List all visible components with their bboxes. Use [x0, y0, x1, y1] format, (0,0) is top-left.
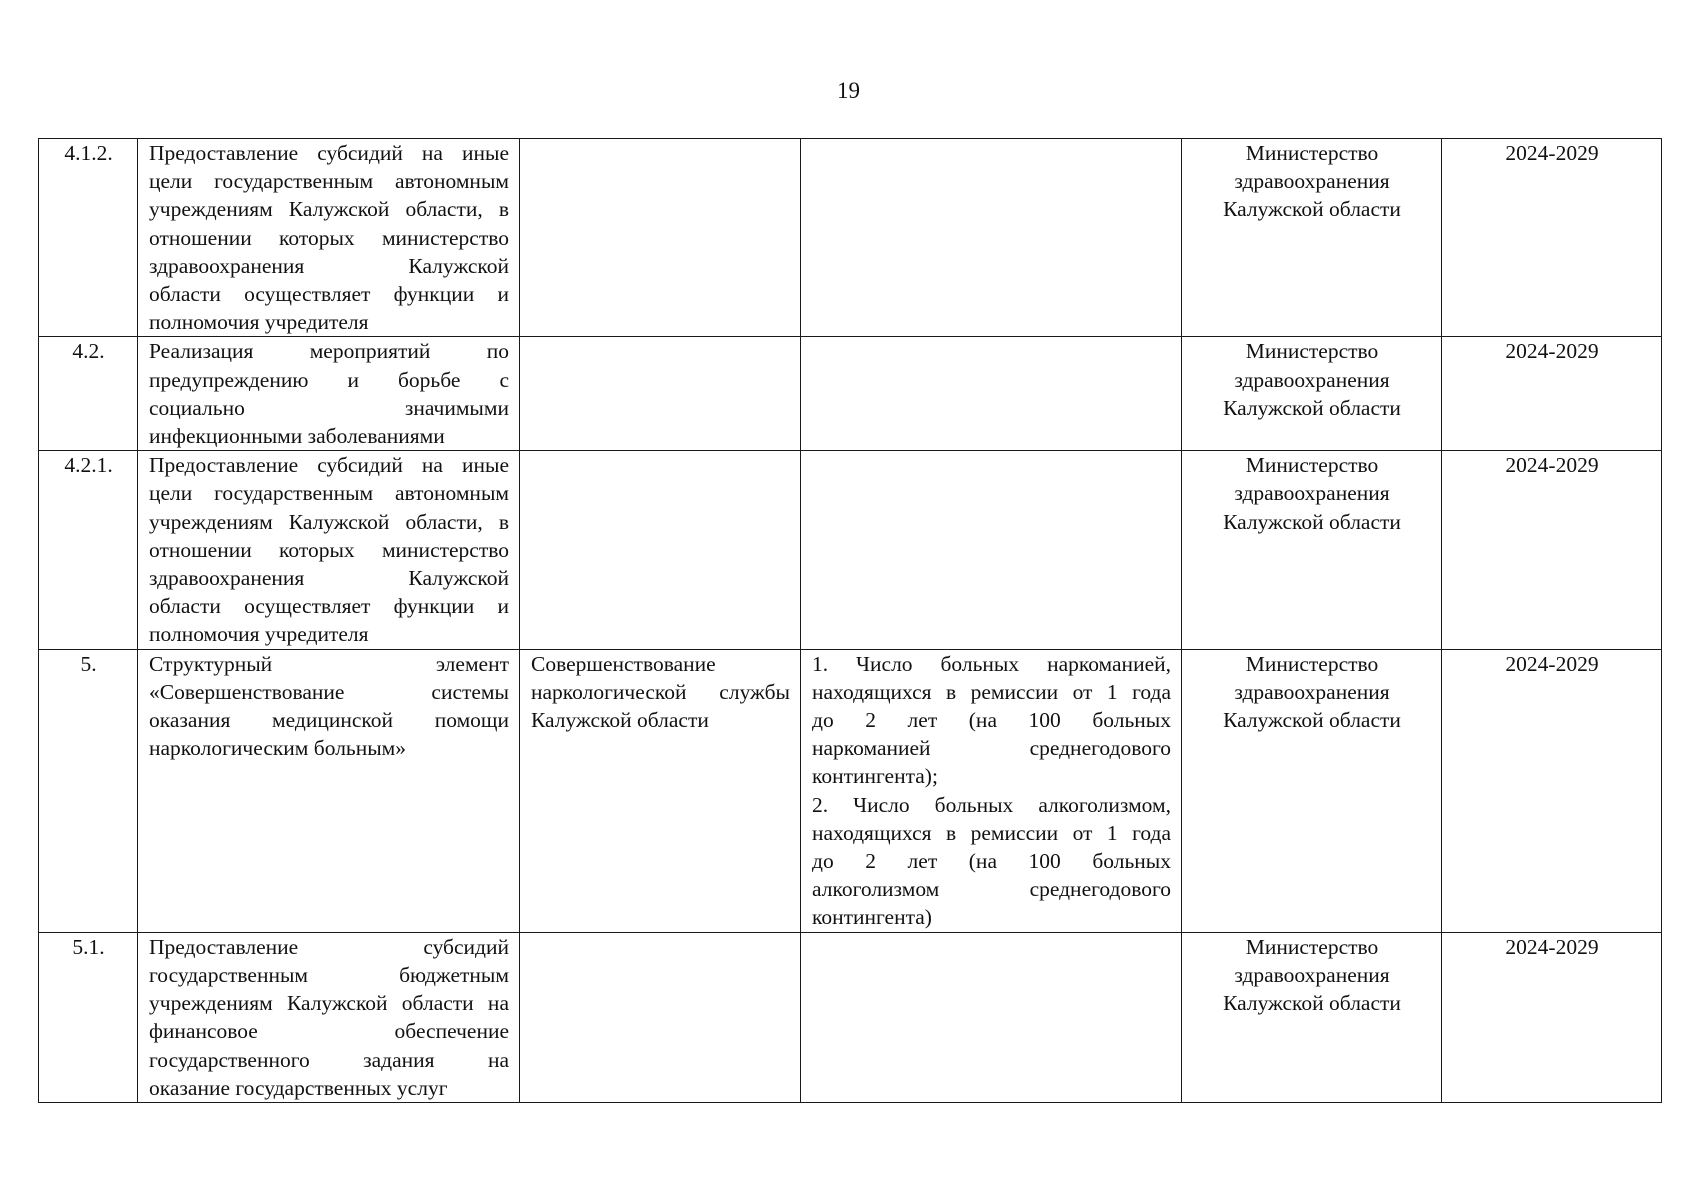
indicators-cell	[801, 451, 1182, 649]
indicator-line: наркоманией среднегодового	[812, 736, 1171, 761]
indicator-line: находящихся в ремиссии от 1 года	[812, 679, 1171, 704]
task-line: Совершенствование	[531, 651, 716, 676]
executor-cell	[1182, 139, 1442, 337]
measure-cell	[138, 337, 520, 451]
program-measures-table	[38, 138, 1662, 1103]
executor-cell	[1182, 451, 1442, 649]
executor-text: Министерство здравоохранения Калужской области	[1223, 339, 1401, 420]
task-cell	[520, 451, 801, 649]
measure-line: области осуществляет функции и	[149, 282, 509, 307]
row-number-cell: 5.	[39, 649, 138, 932]
page-number: 19	[837, 78, 860, 103]
measure-line: наркологическим больным»	[149, 736, 407, 761]
period-cell: 2024-2029	[1442, 139, 1662, 337]
indicator-line: находящихся в ремиссии от 1 года	[812, 820, 1171, 845]
measure-line: здравоохранения Калужской	[149, 253, 509, 278]
task-cell	[520, 932, 801, 1102]
indicator-line: до 2 лет (на 100 больных	[812, 708, 1171, 733]
measure-line: цели государственным автономным	[149, 481, 509, 506]
measure-line: Реализация мероприятий по	[149, 339, 509, 364]
executor-text: Министерство здравоохранения Калужской области	[1223, 651, 1401, 733]
measure-line: предупреждению и борьбе с	[149, 367, 509, 392]
measure-line: оказание государственных услуг	[149, 1075, 448, 1100]
measure-line: полномочия учредителя	[149, 310, 369, 335]
period-cell: 2024-2029	[1442, 649, 1662, 932]
table-row	[39, 337, 1662, 451]
measure-line: «Совершенствование системы	[149, 679, 509, 704]
measure-line: полномочия учредителя	[149, 622, 369, 647]
indicator-line: контингента)	[812, 905, 932, 930]
measure-line: финансовое обеспечение	[149, 1019, 509, 1044]
period-cell: 2024-2029	[1442, 451, 1662, 649]
executor-cell	[1182, 649, 1442, 932]
table-row	[39, 139, 1662, 337]
row-number-cell: 4.2.1.	[39, 451, 138, 649]
period-cell: 2024-2029	[1442, 337, 1662, 451]
measure-cell	[138, 932, 520, 1102]
measure-line: оказания медицинской помощи	[149, 708, 509, 733]
table-row	[39, 932, 1662, 1102]
measure-line: цели государственным автономным	[149, 169, 509, 194]
table-body	[39, 139, 1662, 1103]
executor-text: Министерство здравоохранения Калужской области	[1223, 934, 1401, 1016]
measure-line: отношении которых министерство	[149, 225, 509, 250]
table-row	[39, 649, 1662, 932]
measure-cell	[138, 451, 520, 649]
measure-line: области осуществляет функции и	[149, 594, 509, 619]
measure-line: Предоставление субсидий на иные	[149, 453, 509, 478]
executor-text: Министерство здравоохранения Калужской области	[1223, 453, 1401, 534]
task-line: наркологической службы	[531, 679, 790, 704]
measure-line: Предоставление субсидий	[149, 934, 509, 959]
measure-line: Предоставление субсидий на иные	[149, 141, 509, 165]
period-cell: 2024-2029	[1442, 932, 1662, 1102]
task-cell	[520, 649, 801, 932]
row-number-cell: 5.1.	[39, 932, 138, 1102]
row-number-cell: 4.1.2.	[39, 139, 138, 337]
indicator-line: 1. Число больных наркоманией,	[812, 651, 1171, 676]
executor-cell	[1182, 337, 1442, 451]
measure-line: социально значимыми	[149, 395, 509, 420]
measure-line: Структурный элемент	[149, 651, 509, 676]
indicators-cell	[801, 932, 1182, 1102]
measure-line: учреждениям Калужской области, в	[149, 509, 509, 534]
measure-cell	[138, 649, 520, 932]
executor-cell	[1182, 932, 1442, 1102]
indicator-line: 2. Число больных алкоголизмом,	[812, 792, 1171, 817]
indicators-cell	[801, 649, 1182, 932]
measure-line: отношении которых министерство	[149, 537, 509, 562]
table-row	[39, 451, 1662, 649]
row-number-cell: 4.2.	[39, 337, 138, 451]
measure-line: учреждениям Калужской области на	[149, 991, 509, 1016]
task-cell	[520, 139, 801, 337]
measure-line: здравоохранения Калужской	[149, 566, 509, 591]
measure-line: государственного задания на	[149, 1047, 509, 1072]
measure-line: государственным бюджетным	[149, 962, 509, 987]
indicator-line: алкоголизмом среднегодового	[812, 877, 1171, 902]
indicators-cell	[801, 139, 1182, 337]
indicators-cell	[801, 337, 1182, 451]
task-cell	[520, 337, 801, 451]
indicator-line: до 2 лет (на 100 больных	[812, 849, 1171, 874]
executor-text: Министерство здравоохранения Калужской области	[1223, 141, 1401, 222]
measure-line: учреждениям Калужской области, в	[149, 197, 509, 222]
indicator-line: контингента);	[812, 764, 938, 789]
task-line: Калужской области	[531, 708, 709, 733]
measure-cell	[138, 139, 520, 337]
measure-line: инфекционными заболеваниями	[149, 424, 445, 449]
